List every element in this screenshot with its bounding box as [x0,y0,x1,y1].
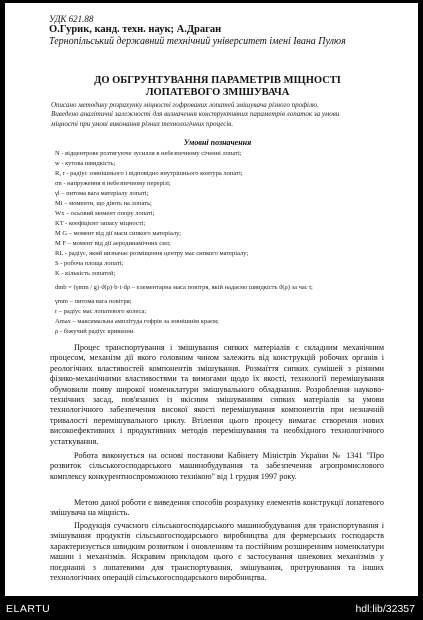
text-line: компонентів при незначній тривалості перемішувального циклу. Втілення цього [50,405,384,425]
text-line: перемішування та необхідного технологічного устаткування. [50,426,384,446]
nomenclature-line: r – радіус мас лопатевого колеса; [55,308,147,315]
title-line-2: ЛОПАТЕВОГО ЗМІШУВАЧА [145,87,290,98]
nomenclature-line: R, r - радіус зовнішнього і відповідно внутрішнього контура лопаті; [55,170,243,177]
text-line: Робота виконується на основі постанови Кабінету Міністрів України № 1341 [74,451,363,460]
nomenclature-formula: dmb = (γmm / g)·ϑ(ρ)·b·t·dρ – елементарна маса повітря, якій надаємо швидкість ϑ(ρ) за час t; [55,284,313,291]
text-line: є застосування шнекових механізмів у поєднанні з лопатевими для транспортування, [50,552,384,572]
title-line-1: ДО ОБГРУНТУВАННЯ ПАРАМЕТРІВ МІЦНОСТІ [94,75,341,86]
text-line: Процес транспортування і змішування сипких матеріалів є складним механічним [74,343,384,352]
nomenclature-line: S - робоча площа лопаті; [55,260,124,267]
abstract [51,101,384,129]
nomenclature-line: σn - напруження в небезпечному перерізі; [55,180,171,187]
nomenclature-line: M G – момент від дії маси сипкого матеріалу; [55,230,182,237]
abstract-line: міцності при умові виконання різних технологічних процесів. [51,119,234,128]
text-line: постійним розширенням номенклатури машин і механізмів. Яскравим прикладом цього [50,541,384,562]
text-line: матеріалів за умови технологічного забезпечення високої якості перемішування [50,395,385,415]
udk-code: УДК 621.88 [49,14,94,24]
body-paragraph-2 [50,451,384,482]
text-line: і реологічних властивостей компонентів змішування. Розмаїття сипких сумішей з [50,353,384,373]
text-line: "Про розвиток сільськогосподарського машинобудування та забезпечення [50,451,385,471]
nomenclature-line: Wx – осьовий момент опору лопаті; [55,210,155,217]
nomenclature-heading: Умовні позначення [183,138,252,147]
affiliation: Тернопільський державний технічний університет імені Івана Пулюя [49,36,346,47]
text-line: процесу вимагає створення нових високоефективних і продуктивних методів [50,415,384,436]
nomenclature-line: Mi – моменти, що діють на лопать; [55,200,152,207]
nomenclature-line: M F – момент від дії аеродинамічних сил; [55,240,171,247]
body-paragraph-4 [50,521,384,583]
abstract-line: Виведено аналітичні залежності для визначення конструктивних параметрів лопаток за умови [51,110,340,119]
authors: О.Гурик, канд. техн. наук; А.Драган [49,24,222,35]
text-line: Продукція сучасного сільськогосподарського машинобудування для [74,521,316,530]
text-line: різними фізико-механічними властивостями та вимогами щодо їх якості, технології [50,363,385,384]
text-line: лопатевого змішувача на міцність. [50,498,385,518]
body-paragraph-3 [50,498,384,519]
nomenclature-line: K - кількість лопатей; [55,270,116,277]
text-line: Розроблення науково-технічних засад, пов'язаних із якісним змішуванням сипких [50,384,385,405]
nomenclature-line: N - відцентрове розтягуюче зусилля в небезпечному січенні лопаті; [55,150,242,157]
text-line: фермерських господарств характеризується швидким розвитком і оновленням та [50,531,385,551]
nomenclature-line: γl – питома вага матеріалу лопаті; [55,190,149,197]
text-line: транспортування і змішування продуктів сільськогосподарського виробництва для [50,521,384,541]
text-line: змішування, протруювання та інших технологічних операцій сільськогосподарського [50,562,385,583]
text-line: виробництва. [219,573,267,583]
abstract-line: Описано методику розрахунку міцності гофрованих лопатей змішувача різного профілю. [51,101,319,109]
body-paragraph-1 [50,343,384,447]
nomenclature-line: KT - коефіцієнт запасу міцності; [55,220,146,227]
nomenclature-line: Amax – максимальна амплітуда гофрів за зовнішнім краєм; [55,318,219,325]
text-line: агропромислового комплексу конкурентноспроможною технікою" від 1 грудня 1997 [50,461,384,481]
text-line: року. [279,471,297,481]
nomenclature-line: w - кутова швидкість; [55,160,116,167]
document-page [5,3,418,596]
nomenclature-line: ρ - біжучий радіус кривизни. [55,328,135,335]
handle-id: hdl:lib/32357 [355,603,415,615]
nomenclature-line: RL - радіус, який визначає розміщення центру мас сипкого матеріалу; [55,250,249,257]
nomenclature-line: γmm – питома вага повітря; [55,298,132,305]
text-line: Метою даної роботи є виведення способів розрахунку елементів конструкції [74,498,344,507]
text-line: перемішування обумовили появу широкої номенклатури змішувального обладнання. [50,374,384,394]
repository-label: ELARTU [6,603,51,615]
text-line: процесом, механізм дії якого головним чином залежить від конструкцій робочих органів [50,353,378,363]
